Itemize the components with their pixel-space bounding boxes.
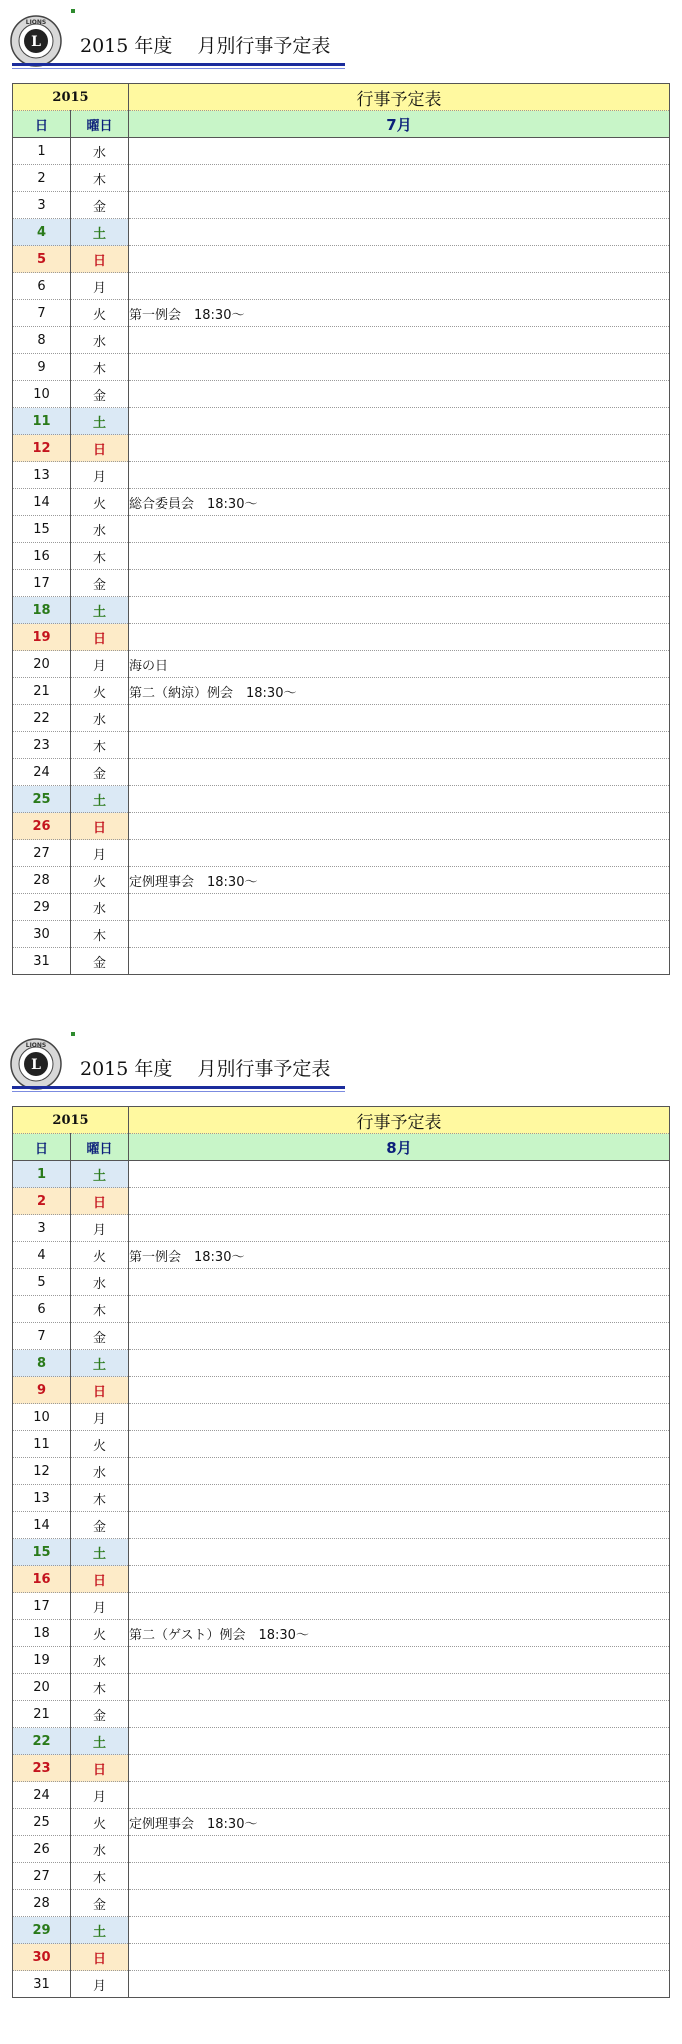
day-row	[13, 354, 670, 381]
weekday-cell: 月	[71, 462, 129, 489]
day-number: 2	[13, 1188, 71, 1215]
event-cell	[129, 1674, 670, 1701]
schedule-table	[12, 83, 670, 975]
weekday-cell: 金	[71, 381, 129, 408]
day-row	[13, 1593, 670, 1620]
title-underline	[12, 63, 345, 66]
event-cell	[129, 516, 670, 543]
weekday-cell: 日	[71, 435, 129, 462]
schedule-section-august	[0, 1023, 682, 1994]
table-title: 行事予定表	[129, 84, 670, 111]
event-cell	[129, 1188, 670, 1215]
day-number: 28	[13, 867, 71, 894]
weekday-column-header: 曜日	[71, 1134, 129, 1161]
day-number: 12	[13, 435, 71, 462]
day-row	[13, 273, 670, 300]
weekday-cell: 金	[71, 1890, 129, 1917]
event-cell	[129, 570, 670, 597]
day-row	[13, 1377, 670, 1404]
day-number: 29	[13, 894, 71, 921]
weekday-cell: 土	[71, 1539, 129, 1566]
day-row	[13, 759, 670, 786]
event-cell	[129, 435, 670, 462]
event-cell	[129, 1566, 670, 1593]
day-row	[13, 570, 670, 597]
event-cell	[129, 408, 670, 435]
event-cell	[129, 1323, 670, 1350]
day-number: 7	[13, 300, 71, 327]
schedule-body	[13, 84, 670, 975]
day-number: 24	[13, 759, 71, 786]
day-number: 23	[13, 732, 71, 759]
event-cell	[129, 1782, 670, 1809]
day-row	[13, 1755, 670, 1782]
weekday-cell: 木	[71, 921, 129, 948]
day-row	[13, 1944, 670, 1971]
day-number: 30	[13, 921, 71, 948]
weekday-cell: 水	[71, 138, 129, 165]
day-number: 31	[13, 948, 71, 975]
event-cell	[129, 1755, 670, 1782]
weekday-cell: 火	[71, 489, 129, 516]
schedule-table	[12, 1106, 670, 1998]
day-number: 11	[13, 408, 71, 435]
weekday-cell: 月	[71, 1404, 129, 1431]
day-number: 20	[13, 1674, 71, 1701]
event-cell	[129, 759, 670, 786]
event-cell	[129, 705, 670, 732]
day-number: 26	[13, 813, 71, 840]
day-row	[13, 1269, 670, 1296]
event-cell: 定例理事会 18:30～	[129, 1809, 670, 1836]
day-row	[13, 1215, 670, 1242]
weekday-cell: 火	[71, 300, 129, 327]
event-cell	[129, 1647, 670, 1674]
day-number: 2	[13, 165, 71, 192]
event-cell	[129, 840, 670, 867]
event-cell	[129, 138, 670, 165]
weekday-cell: 水	[71, 1269, 129, 1296]
weekday-cell: 木	[71, 1485, 129, 1512]
weekday-cell: 金	[71, 759, 129, 786]
event-cell	[129, 1701, 670, 1728]
page-header	[0, 1023, 682, 1103]
event-cell	[129, 1917, 670, 1944]
weekday-cell: 水	[71, 327, 129, 354]
day-row	[13, 1782, 670, 1809]
day-row	[13, 1620, 670, 1647]
day-row	[13, 1458, 670, 1485]
day-number: 12	[13, 1458, 71, 1485]
weekday-cell: 金	[71, 1701, 129, 1728]
day-number: 30	[13, 1944, 71, 1971]
day-row	[13, 138, 670, 165]
month-header: 7月	[129, 111, 670, 138]
weekday-cell: 土	[71, 786, 129, 813]
event-cell	[129, 597, 670, 624]
day-number: 29	[13, 1917, 71, 1944]
page-title: 2015 年度 月別行事予定表	[80, 1058, 331, 1080]
weekday-cell: 水	[71, 516, 129, 543]
day-row	[13, 489, 670, 516]
table-title: 行事予定表	[129, 1107, 670, 1134]
event-cell	[129, 1971, 670, 1998]
weekday-cell: 日	[71, 1944, 129, 1971]
day-row	[13, 1917, 670, 1944]
schedule-body	[13, 1107, 670, 1998]
day-row	[13, 1350, 670, 1377]
day-number: 14	[13, 1512, 71, 1539]
day-number: 11	[13, 1431, 71, 1458]
day-row	[13, 1674, 670, 1701]
weekday-cell: 土	[71, 597, 129, 624]
day-number: 3	[13, 192, 71, 219]
weekday-cell: 水	[71, 705, 129, 732]
day-row	[13, 813, 670, 840]
day-row	[13, 408, 670, 435]
day-row	[13, 1512, 670, 1539]
event-cell	[129, 1404, 670, 1431]
event-cell: 海の日	[129, 651, 670, 678]
weekday-cell: 水	[71, 1458, 129, 1485]
day-row	[13, 219, 670, 246]
lions-club-logo	[10, 1038, 62, 1090]
event-cell	[129, 1728, 670, 1755]
weekday-cell: 日	[71, 1755, 129, 1782]
day-row	[13, 705, 670, 732]
day-row	[13, 894, 670, 921]
day-row	[13, 516, 670, 543]
day-row	[13, 948, 670, 975]
weekday-column-header: 曜日	[71, 111, 129, 138]
green-mark	[71, 1032, 75, 1036]
weekday-cell: 木	[71, 1674, 129, 1701]
event-cell: 第一例会 18:30～	[129, 300, 670, 327]
weekday-cell: 土	[71, 1917, 129, 1944]
weekday-cell: 水	[71, 894, 129, 921]
weekday-cell: 月	[71, 1782, 129, 1809]
day-number: 18	[13, 597, 71, 624]
weekday-cell: 日	[71, 1377, 129, 1404]
day-row	[13, 1701, 670, 1728]
event-cell	[129, 1350, 670, 1377]
day-number: 4	[13, 1242, 71, 1269]
day-number: 16	[13, 1566, 71, 1593]
day-number: 13	[13, 1485, 71, 1512]
weekday-cell: 土	[71, 408, 129, 435]
weekday-cell: 金	[71, 948, 129, 975]
event-cell	[129, 1944, 670, 1971]
column-header-row	[13, 1134, 670, 1161]
event-cell	[129, 894, 670, 921]
day-row	[13, 1539, 670, 1566]
day-number: 7	[13, 1323, 71, 1350]
page-title: 2015 年度 月別行事予定表	[80, 35, 331, 57]
title-underline-thin	[12, 68, 345, 69]
weekday-cell: 水	[71, 1647, 129, 1674]
day-row	[13, 246, 670, 273]
event-cell: 第二（ゲスト）例会 18:30～	[129, 1620, 670, 1647]
day-row	[13, 1485, 670, 1512]
day-number: 1	[13, 138, 71, 165]
weekday-cell: 月	[71, 1971, 129, 1998]
weekday-cell: 木	[71, 165, 129, 192]
day-row	[13, 543, 670, 570]
day-row	[13, 1647, 670, 1674]
svg-text:L: L	[31, 34, 41, 50]
weekday-cell: 日	[71, 1188, 129, 1215]
weekday-cell: 金	[71, 1323, 129, 1350]
weekday-cell: 火	[71, 1242, 129, 1269]
weekday-cell: 土	[71, 219, 129, 246]
day-number: 1	[13, 1161, 71, 1188]
event-cell	[129, 1161, 670, 1188]
day-row	[13, 1323, 670, 1350]
day-number: 22	[13, 705, 71, 732]
weekday-cell: 日	[71, 1566, 129, 1593]
weekday-cell: 火	[71, 867, 129, 894]
day-row	[13, 1404, 670, 1431]
day-row	[13, 192, 670, 219]
day-number: 3	[13, 1215, 71, 1242]
day-number: 16	[13, 543, 71, 570]
day-number: 4	[13, 219, 71, 246]
weekday-cell: 土	[71, 1728, 129, 1755]
day-row	[13, 1809, 670, 1836]
day-row	[13, 1188, 670, 1215]
day-row	[13, 1242, 670, 1269]
event-cell: 総合委員会 18:30～	[129, 489, 670, 516]
event-cell	[129, 1890, 670, 1917]
event-cell	[129, 381, 670, 408]
day-column-header: 日	[13, 1134, 71, 1161]
event-cell	[129, 1377, 670, 1404]
event-cell	[129, 1593, 670, 1620]
day-row	[13, 1890, 670, 1917]
day-number: 5	[13, 1269, 71, 1296]
day-number: 17	[13, 570, 71, 597]
year-cell: 2015	[13, 84, 129, 111]
day-number: 31	[13, 1971, 71, 1998]
day-row	[13, 732, 670, 759]
weekday-cell: 月	[71, 651, 129, 678]
day-number: 26	[13, 1836, 71, 1863]
day-row	[13, 1431, 670, 1458]
weekday-cell: 木	[71, 732, 129, 759]
year-cell: 2015	[13, 1107, 129, 1134]
event-cell	[129, 732, 670, 759]
day-row	[13, 381, 670, 408]
event-cell	[129, 462, 670, 489]
weekday-cell: 日	[71, 624, 129, 651]
event-cell	[129, 1296, 670, 1323]
day-row	[13, 462, 670, 489]
lions-club-logo	[10, 15, 62, 67]
event-cell: 第二（納涼）例会 18:30～	[129, 678, 670, 705]
day-row	[13, 1566, 670, 1593]
day-row	[13, 840, 670, 867]
event-cell	[129, 1485, 670, 1512]
day-number: 20	[13, 651, 71, 678]
weekday-cell: 土	[71, 1350, 129, 1377]
weekday-cell: 木	[71, 354, 129, 381]
day-row	[13, 1836, 670, 1863]
day-number: 6	[13, 273, 71, 300]
event-cell	[129, 1863, 670, 1890]
day-number: 18	[13, 1620, 71, 1647]
day-row	[13, 786, 670, 813]
weekday-cell: 木	[71, 1863, 129, 1890]
event-cell	[129, 273, 670, 300]
day-number: 24	[13, 1782, 71, 1809]
day-row	[13, 1728, 670, 1755]
day-number: 23	[13, 1755, 71, 1782]
weekday-cell: 金	[71, 1512, 129, 1539]
day-row	[13, 300, 670, 327]
year-row	[13, 84, 670, 111]
event-cell	[129, 543, 670, 570]
day-column-header: 日	[13, 111, 71, 138]
event-cell	[129, 354, 670, 381]
day-number: 15	[13, 516, 71, 543]
day-number: 5	[13, 246, 71, 273]
weekday-cell: 日	[71, 246, 129, 273]
day-number: 8	[13, 327, 71, 354]
weekday-cell: 金	[71, 192, 129, 219]
weekday-cell: 木	[71, 1296, 129, 1323]
day-number: 13	[13, 462, 71, 489]
event-cell	[129, 813, 670, 840]
day-number: 21	[13, 678, 71, 705]
column-header-row	[13, 111, 670, 138]
weekday-cell: 月	[71, 273, 129, 300]
event-cell: 第一例会 18:30～	[129, 1242, 670, 1269]
event-cell	[129, 1431, 670, 1458]
day-row	[13, 327, 670, 354]
svg-text:LIONS: LIONS	[25, 1042, 47, 1049]
green-mark	[71, 9, 75, 13]
day-number: 15	[13, 1539, 71, 1566]
weekday-cell: 月	[71, 1593, 129, 1620]
day-number: 22	[13, 1728, 71, 1755]
event-cell	[129, 165, 670, 192]
svg-text:LIONS: LIONS	[25, 19, 47, 26]
day-row	[13, 165, 670, 192]
event-cell	[129, 327, 670, 354]
day-number: 25	[13, 1809, 71, 1836]
weekday-cell: 金	[71, 570, 129, 597]
weekday-cell: 火	[71, 1620, 129, 1647]
event-cell	[129, 948, 670, 975]
event-cell	[129, 192, 670, 219]
weekday-cell: 木	[71, 543, 129, 570]
day-row	[13, 1296, 670, 1323]
day-row	[13, 1161, 670, 1188]
day-number: 10	[13, 381, 71, 408]
day-row	[13, 1863, 670, 1890]
svg-text:L: L	[31, 1057, 41, 1073]
day-row	[13, 651, 670, 678]
event-cell	[129, 246, 670, 273]
day-number: 19	[13, 624, 71, 651]
event-cell	[129, 1512, 670, 1539]
day-number: 28	[13, 1890, 71, 1917]
day-row	[13, 1971, 670, 1998]
weekday-cell: 土	[71, 1161, 129, 1188]
weekday-cell: 火	[71, 678, 129, 705]
schedule-section-july	[0, 0, 682, 971]
event-cell	[129, 1458, 670, 1485]
event-cell	[129, 1539, 670, 1566]
title-underline	[12, 1086, 345, 1089]
weekday-cell: 月	[71, 840, 129, 867]
event-cell	[129, 1269, 670, 1296]
event-cell: 定例理事会 18:30～	[129, 867, 670, 894]
day-number: 9	[13, 1377, 71, 1404]
event-cell	[129, 1836, 670, 1863]
event-cell	[129, 219, 670, 246]
event-cell	[129, 921, 670, 948]
day-number: 9	[13, 354, 71, 381]
weekday-cell: 火	[71, 1431, 129, 1458]
weekday-cell: 月	[71, 1215, 129, 1242]
day-number: 27	[13, 840, 71, 867]
title-underline-thin	[12, 1091, 345, 1092]
weekday-cell: 日	[71, 813, 129, 840]
day-number: 17	[13, 1593, 71, 1620]
month-header: 8月	[129, 1134, 670, 1161]
day-row	[13, 435, 670, 462]
day-number: 8	[13, 1350, 71, 1377]
day-row	[13, 867, 670, 894]
day-number: 25	[13, 786, 71, 813]
page-header	[0, 0, 682, 80]
event-cell	[129, 624, 670, 651]
weekday-cell: 水	[71, 1836, 129, 1863]
day-number: 6	[13, 1296, 71, 1323]
day-row	[13, 678, 670, 705]
event-cell	[129, 1215, 670, 1242]
day-row	[13, 624, 670, 651]
day-number: 19	[13, 1647, 71, 1674]
event-cell	[129, 786, 670, 813]
day-number: 14	[13, 489, 71, 516]
day-number: 21	[13, 1701, 71, 1728]
day-row	[13, 597, 670, 624]
day-number: 27	[13, 1863, 71, 1890]
day-row	[13, 921, 670, 948]
year-row	[13, 1107, 670, 1134]
weekday-cell: 火	[71, 1809, 129, 1836]
day-number: 10	[13, 1404, 71, 1431]
